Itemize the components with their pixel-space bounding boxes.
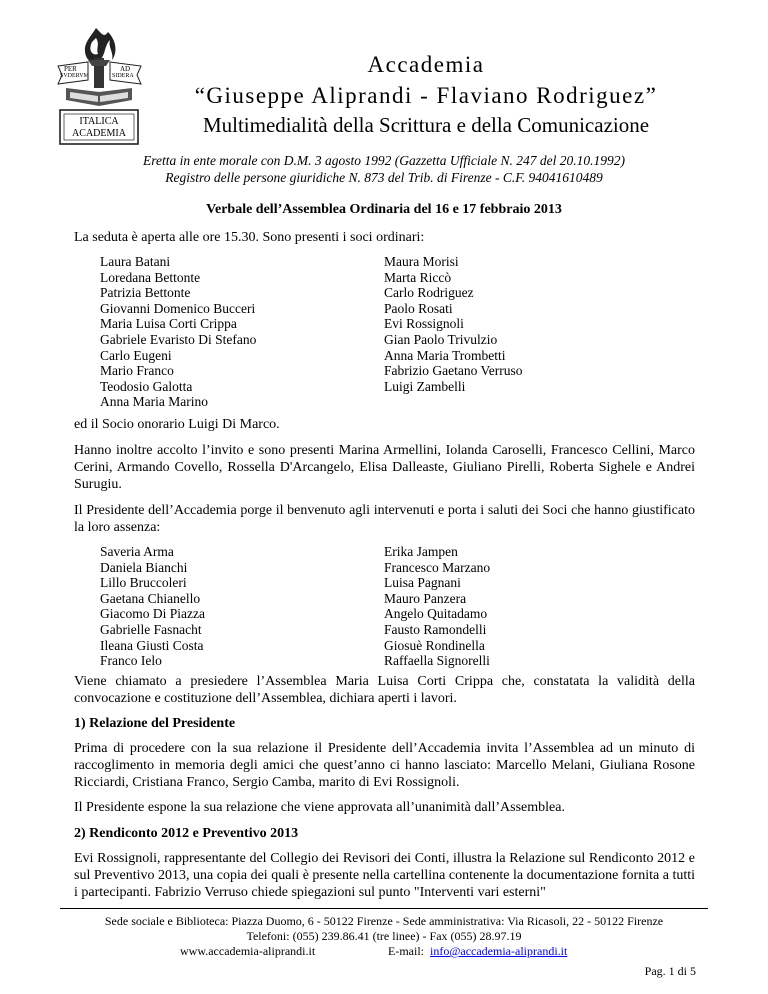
present-members-right xyxy=(384,254,522,394)
member-name: Saveria Arma xyxy=(100,544,174,559)
member-name: Luisa Pagnani xyxy=(384,575,461,591)
member-name: Daniela Bianchi xyxy=(100,559,188,575)
member-name: Franco Ielo xyxy=(100,653,162,669)
member-name: Fausto Ramondelli xyxy=(384,621,487,637)
footer-website[interactable]: www.accademia-aliprandi.it xyxy=(180,944,316,958)
absent-members-right xyxy=(384,544,490,669)
member-name: Paolo Rosati xyxy=(384,300,453,316)
section-1-heading: 1) Relazione del Presidente xyxy=(74,716,236,731)
member-name: Gaetana Chianello xyxy=(100,590,201,606)
member-name: Angelo Quitadamo xyxy=(384,606,488,622)
page-number: Pag. 1 di 5 xyxy=(644,964,696,978)
member-name: Ileana Giusti Costa xyxy=(100,637,204,653)
academy-namesakes: “Giuseppe Aliprandi - Flaviano Rodriguez” xyxy=(194,83,658,108)
member-name: Raffaella Signorelli xyxy=(384,653,490,669)
logo-shield-line2: ACADEMIA xyxy=(72,128,126,139)
chair-paragraph: Viene chiamato a presiedere l’Assemblea Maria Luisa Corti Crippa che, constatata la validità della convocazione e costituzione dell’Assemblea, dichiara aperti i lavori. xyxy=(74,674,695,706)
member-name: Gabrielle Fasnacht xyxy=(100,621,202,637)
member-name: Marta Riccò xyxy=(384,269,452,285)
member-name: Teodosio Galotta xyxy=(100,378,193,394)
academy-subtitle: Multimedialità della Scrittura e della Comunicazione xyxy=(202,113,650,137)
logo-banner-left: PER xyxy=(64,65,77,73)
member-name: Mauro Panzera xyxy=(384,590,467,606)
member-name: Carlo Rodriguez xyxy=(384,285,474,301)
member-name: Loredana Bettonte xyxy=(100,269,201,285)
footer-address: Sede sociale e Biblioteca: Piazza Duomo, 6 - 50122 Firenze - Sede amministrativa: Via Ricasoli, 22 - 50122 Firenze xyxy=(104,914,664,928)
present-members-left xyxy=(100,254,256,410)
welcome-paragraph: Il Presidente dell’Accademia porge il benvenuto agli intervenuti e porta i saluti dei Soci che hanno giustificato la loro assenza: xyxy=(74,503,695,535)
legal-line-1: Eretta in ente morale con D.M. 3 agosto 1992 (Gazzetta Ufficiale N. 247 del 20.10.1992) xyxy=(142,153,626,168)
absent-members-left xyxy=(100,544,205,669)
guests-paragraph: Hanno inoltre accolto l’invito e sono presenti Marina Armellini, Iolanda Caroselli, Francesco Cellini, Marco Cerini, Armando Covello, Rossella D'Arcangelo, Elisa Dalleaste, Giuliano Pirelli, Roberta Sighele e Andrei Surugiu. xyxy=(74,443,695,492)
member-name: Gabriele Evaristo Di Stefano xyxy=(100,331,257,347)
member-name: Anna Maria Trombetti xyxy=(384,347,506,363)
section-2-heading: 2) Rendiconto 2012 e Preventivo 2013 xyxy=(74,826,299,841)
member-name: Anna Maria Marino xyxy=(100,394,208,410)
academy-title: Accademia xyxy=(367,52,485,77)
section-1-paragraph-1: Prima di procedere con la sua relazione il Presidente dell’Accademia invita l’Assemblea ad un minuto di raccoglimento in memoria degli amici che quest’anno ci hanno lasciato: Marcello Melani, Giuliana Rosone Ricciardi, Cristiana Franco, Sergio Camba, marito di Evi Rossignoli. xyxy=(74,741,695,790)
member-name: Fabrizio Gaetano Verruso xyxy=(384,363,523,379)
honorary-member-line: ed il Socio onorario Luigi Di Marco. xyxy=(74,417,280,432)
member-name: Gian Paolo Trivulzio xyxy=(384,331,498,347)
member-name: Carlo Eugeni xyxy=(100,347,172,363)
member-name: Evi Rossignoli xyxy=(384,316,464,332)
document-title: Verbale dell’Assemblea Ordinaria del 16 e 17 febbraio 2013 xyxy=(206,202,562,217)
member-name: Maria Luisa Corti Crippa xyxy=(100,316,237,332)
member-name: Mario Franco xyxy=(100,363,174,379)
footer-phones: Telefoni: (055) 239.86.41 (tre linee) - Fax (055) 28.97.19 xyxy=(246,929,522,943)
member-name: Lillo Bruccoleri xyxy=(100,575,187,591)
footer-email-link[interactable]: info@accademia-aliprandi.it xyxy=(430,944,568,958)
logo-banner-left2: SVDERVM xyxy=(60,73,89,79)
member-name: Maura Morisi xyxy=(384,254,459,269)
member-name: Giosuè Rondinella xyxy=(384,637,485,653)
footer-divider xyxy=(60,908,708,909)
member-name: Luigi Zambelli xyxy=(384,378,466,394)
logo-shield-line1: ITALICA xyxy=(79,116,119,127)
logo-banner-right: AD xyxy=(120,65,131,73)
member-name: Giovanni Domenico Bucceri xyxy=(100,300,256,316)
section-2-paragraph-1: Evi Rossignoli, rappresentante del Collegio dei Revisori dei Conti, illustra la Relazione sul Rendiconto 2012 e sul Preventivo 2013, una copia dei quali è presente nella cartellina contenente la documentazione fornita a tutti i partecipanti. Fabrizio Verruso chiede spiegazioni sul punto "Interventi vari esterni" xyxy=(74,851,695,900)
legal-line-2: Registro delle persone giuridiche N. 873 del Trib. di Firenze - C.F. 94041610489 xyxy=(165,170,603,185)
member-name: Francesco Marzano xyxy=(384,559,491,575)
member-name: Erika Jampen xyxy=(384,544,458,559)
opening-paragraph: La seduta è aperta alle ore 15.30. Sono presenti i soci ordinari: xyxy=(74,230,425,245)
section-1-paragraph-2: Il Presidente espone la sua relazione che viene approvata all’unanimità dall’Assemblea. xyxy=(74,800,565,815)
member-name: Laura Batani xyxy=(100,254,171,269)
member-name: Patrizia Bettonte xyxy=(100,285,191,301)
member-name: Giacomo Di Piazza xyxy=(100,606,205,622)
footer-email-label: E-mail: xyxy=(388,944,424,958)
logo-banner-right2: SIDERA xyxy=(112,73,134,79)
